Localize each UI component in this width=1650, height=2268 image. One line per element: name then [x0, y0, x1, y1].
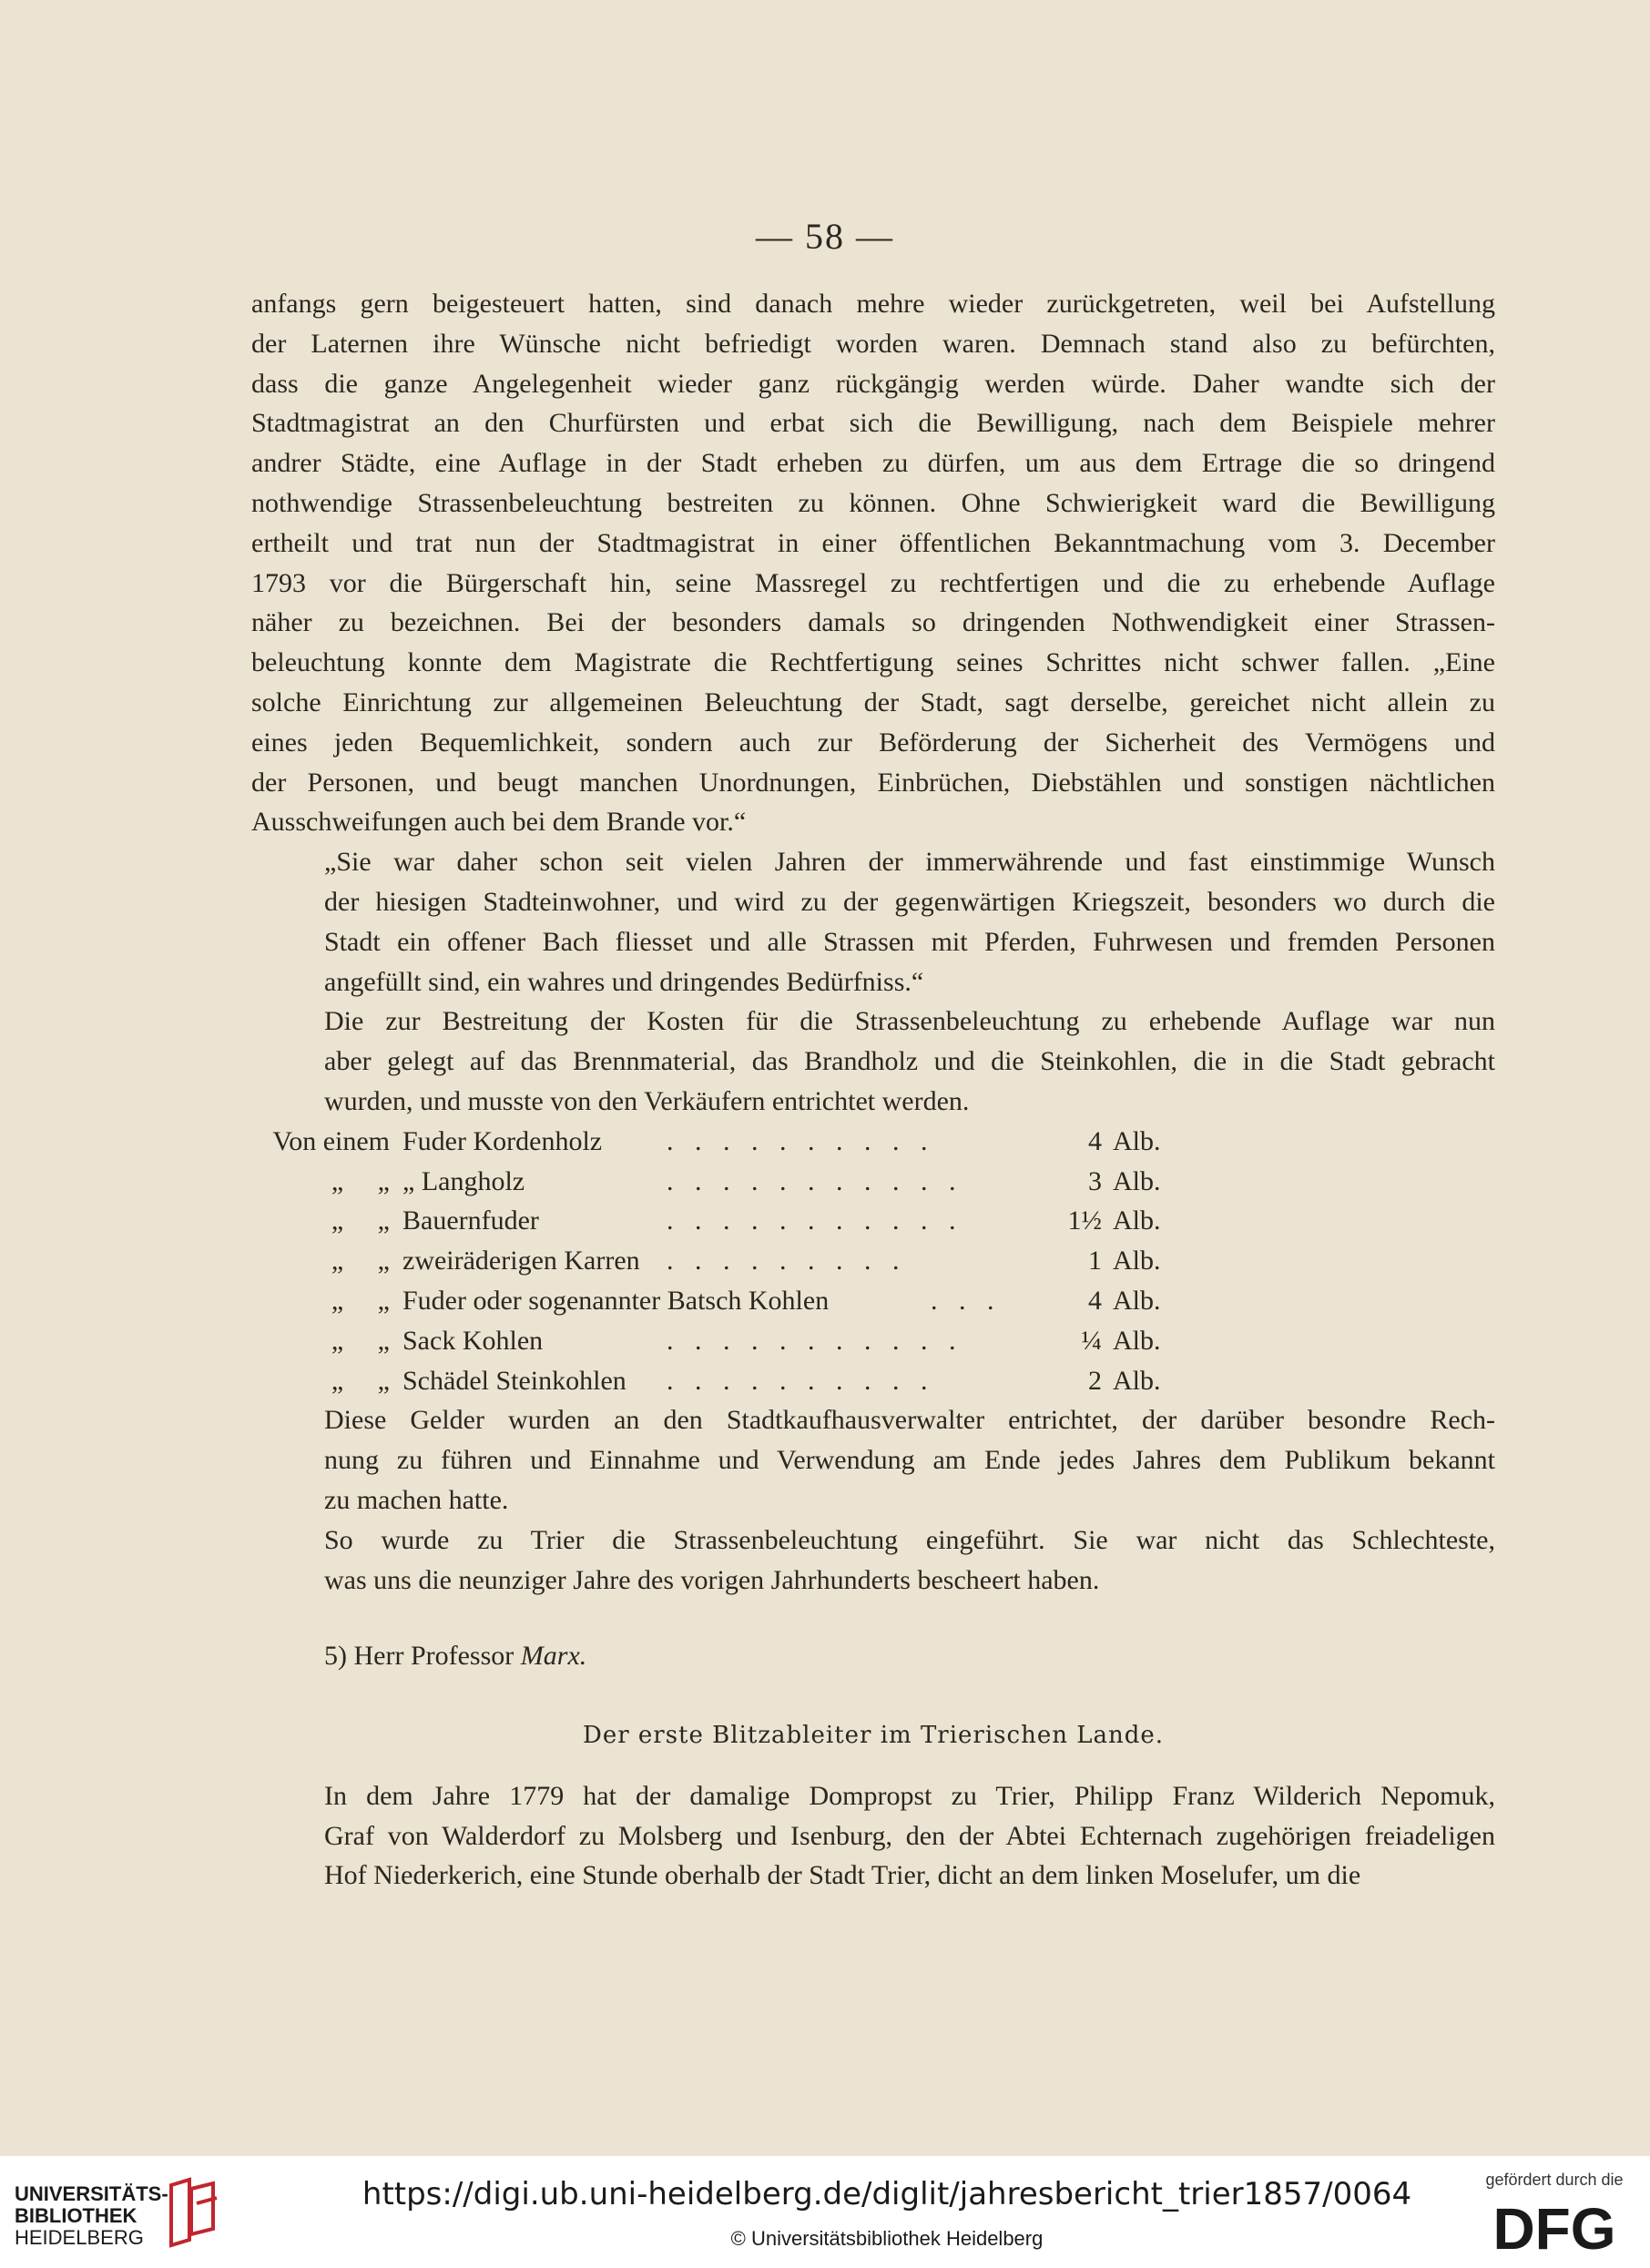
fee-amount: 4 [1088, 1285, 1102, 1316]
page-number: — 58 — [756, 216, 894, 257]
fee-amount: 2 [1088, 1365, 1102, 1396]
text-line: wurden, und musste von den Verkäufern entrichtet werden. [324, 1085, 970, 1116]
fee-item: zweiräderigen Karren [402, 1246, 640, 1276]
text-line: zu machen hatte. [324, 1484, 509, 1515]
paragraph-group-b [251, 1400, 1495, 1600]
text-line: nung zu führen und Einnahme und Verwendung am Ende jedes Jahres dem Publikum bekannt [324, 1445, 1495, 1476]
text-line: Die zur Bestreitung der Kosten für die Strassenbeleuchtung zu erhebende Auflage war nun [324, 1006, 1495, 1037]
fee-unit: Alb. [1113, 1246, 1161, 1276]
fee-item: Sack Kohlen [402, 1325, 544, 1356]
fee-prefix: „ „ [331, 1365, 390, 1396]
numbered-item [251, 1636, 1495, 1676]
fee-row [251, 1201, 1495, 1241]
fee-row [251, 1162, 1495, 1202]
text-line: näher zu bezeichnen. Bei der besonders damals so dringenden Nothwendigkeit einer Strassen- [251, 607, 1495, 638]
text-line: „Sie war daher schon seit vielen Jahren der immerwährende und fast einstimmige Wunsch [324, 847, 1495, 878]
fee-leader-dots: . . . . . . . . . . . [667, 1325, 963, 1356]
fee-item: Fuder oder sogenannter Batsch Kohlen [402, 1285, 830, 1316]
fee-row [251, 1321, 1495, 1361]
fee-unit: Alb. [1113, 1325, 1161, 1356]
funded-by-label: gefördert durch die [1485, 2171, 1624, 2189]
fee-item: Fuder Kordenholz [402, 1125, 603, 1156]
text-line: Diese Gelder wurden an den Stadtkaufhausverwalter entrichtet, der darüber besondre Rech- [324, 1405, 1495, 1436]
text-line: anfangs gern beigesteuert hatten, sind danach mehre wieder zurückgetreten, weil bei Aufstellung [251, 289, 1495, 319]
fee-amount: 3 [1088, 1165, 1102, 1196]
fee-leader-dots: . . . . . . . . . . . [667, 1165, 963, 1196]
dfg-logo-text: DFG [1492, 2196, 1616, 2260]
paragraph [251, 1002, 1495, 1121]
paragraph-group-c [251, 1776, 1495, 1896]
text-line: So wurde zu Trier die Strassenbeleuchtung eingeführt. Sie war nicht das Schlechteste, [324, 1524, 1495, 1555]
fee-row [251, 1361, 1495, 1401]
library-logo-text[interactable] [15, 2183, 168, 2249]
dfg-logo-icon [1468, 2196, 1641, 2260]
text-line: Hof Niederkerich, eine Stunde oberhalb der Stadt Trier, dicht an dem linken Moselufer, um die [324, 1860, 1361, 1891]
fee-prefix: „ „ [331, 1246, 390, 1276]
library-name-line1: UNIVERSITÄTS- [15, 2182, 168, 2205]
fee-leader-dots: . . . . . . . . . . . [667, 1205, 963, 1236]
paragraph-group-a [251, 284, 1495, 1122]
item-number: 5) Herr Professor [324, 1641, 514, 1672]
footer-bar [0, 2156, 1650, 2268]
text-line: 1793 vor die Bürgerschaft hin, seine Massregel zu rechtfertigen und die zu erhebende Auflage [251, 567, 1495, 598]
fee-prefix: „ „ [331, 1285, 390, 1316]
fee-item: Bauernfuder [402, 1205, 539, 1236]
fee-prefix: Von einem [272, 1125, 390, 1156]
fee-unit: Alb. [1113, 1125, 1161, 1156]
fee-unit: Alb. [1113, 1285, 1161, 1316]
text-line: solche Einrichtung zur allgemeinen Beleuchtung der Stadt, sagt derselbe, gereichet nicht allein zu [251, 687, 1495, 717]
text-line: dass die ganze Angelegenheit wieder ganz rückgängig werden würde. Daher wandte sich der [251, 368, 1495, 399]
fee-leader-dots: . . . . . . . . . . [667, 1125, 935, 1156]
text-line: Ausschweifungen auch bei dem Brande vor.“ [251, 807, 747, 838]
fee-leader-dots: . . . . . . . . . [667, 1246, 907, 1276]
fee-unit: Alb. [1113, 1365, 1161, 1396]
text-line: andrer Städte, eine Auflage in der Stadt erheben zu dürfen, um aus dem Ertrage die so dringend [251, 448, 1495, 479]
library-name-line3: HEIDELBERG [15, 2226, 144, 2249]
text-line: der Personen, und beugt manchen Unordnungen, Einbrüchen, Diebstählen und sonstigen nächtlichen [251, 767, 1495, 798]
item-author: Marx. [520, 1641, 587, 1672]
paragraph [251, 1400, 1495, 1520]
text-line: angefüllt sind, ein wahres und dringendes Bedürfniss.“ [324, 966, 924, 997]
section-heading: Der erste Blitzableiter im Trierischen Lande. [582, 1722, 1165, 1750]
fee-amount: ¼ [1081, 1325, 1102, 1356]
text-line: Stadtmagistrat an den Churfürsten und erbat sich die Bewilligung, nach dem Beispiele mehrer [251, 408, 1495, 439]
paragraph [251, 1776, 1495, 1896]
fee-row [251, 1281, 1495, 1321]
fee-prefix: „ „ [331, 1205, 390, 1236]
library-name-line2: BIBLIOTHEK [15, 2204, 138, 2227]
text-line: aber gelegt auf das Brennmaterial, das Brandholz und die Steinkohlen, die in die Stadt gebracht [324, 1046, 1495, 1077]
fee-amount: 1½ [1067, 1205, 1102, 1236]
text-line: ertheilt und trat nun der Stadtmagistrat in einer öffentlichen Bekanntmachung vom 3. December [251, 527, 1495, 558]
fee-item: „ Langholz [402, 1165, 525, 1196]
library-logo-icon [164, 2176, 222, 2249]
paragraph [251, 1520, 1495, 1601]
fee-item: Schädel Steinkohlen [402, 1365, 626, 1396]
copyright-notice: © Universitätsbibliothek Heidelberg [730, 2227, 1044, 2250]
paragraph [251, 842, 1495, 1002]
text-line: was uns die neunziger Jahre des vorigen Jahrhunderts bescheert haben. [324, 1564, 1100, 1595]
fee-prefix: „ „ [331, 1325, 390, 1356]
permalink-url[interactable]: https://digi.ub.uni-heidelberg.de/diglit/jahresbericht_trier1857/0064 [362, 2176, 1412, 2212]
fee-row [251, 1241, 1495, 1281]
text-line: nothwendige Strassenbeleuchtung bestreiten zu können. Ohne Schwierigkeit ward die Bewilligung [251, 487, 1495, 518]
fee-amount: 4 [1088, 1125, 1102, 1156]
fee-table [251, 1122, 1495, 1401]
text-line: der Laternen ihre Wünsche nicht befriedigt worden waren. Demnach stand also zu befürchten, [251, 328, 1495, 359]
paragraph [251, 284, 1495, 842]
fee-row [251, 1122, 1495, 1162]
text-line: Stadt ein offener Bach fliesset und alle Strassen mit Pferden, Fuhrwesen und fremden Personen [324, 926, 1495, 957]
fee-unit: Alb. [1113, 1205, 1161, 1236]
text-line: Graf von Walderdorf zu Molsberg und Isenburg, den der Abtei Echternach zugehörigen freiadeligen [324, 1820, 1495, 1851]
fee-leader-dots: . . . [931, 1285, 1002, 1316]
text-line: beleuchtung konnte dem Magistrate die Rechtfertigung seines Schrittes nicht schwer fallen. „Eine [251, 647, 1495, 678]
fee-leader-dots: . . . . . . . . . . [667, 1365, 935, 1396]
fee-amount: 1 [1088, 1246, 1102, 1276]
text-block [251, 284, 1495, 1896]
text-line: In dem Jahre 1779 hat der damalige Dompropst zu Trier, Philipp Franz Wilderich Nepomuk, [324, 1780, 1495, 1811]
text-line: eines jeden Bequemlichkeit, sondern auch zur Beförderung der Sicherheit des Vermögens und [251, 727, 1495, 758]
fee-prefix: „ „ [331, 1165, 390, 1196]
fee-unit: Alb. [1113, 1165, 1161, 1196]
text-line: der hiesigen Stadteinwohner, und wird zu der gegenwärtigen Kriegszeit, besonders wo durch die [324, 886, 1495, 917]
